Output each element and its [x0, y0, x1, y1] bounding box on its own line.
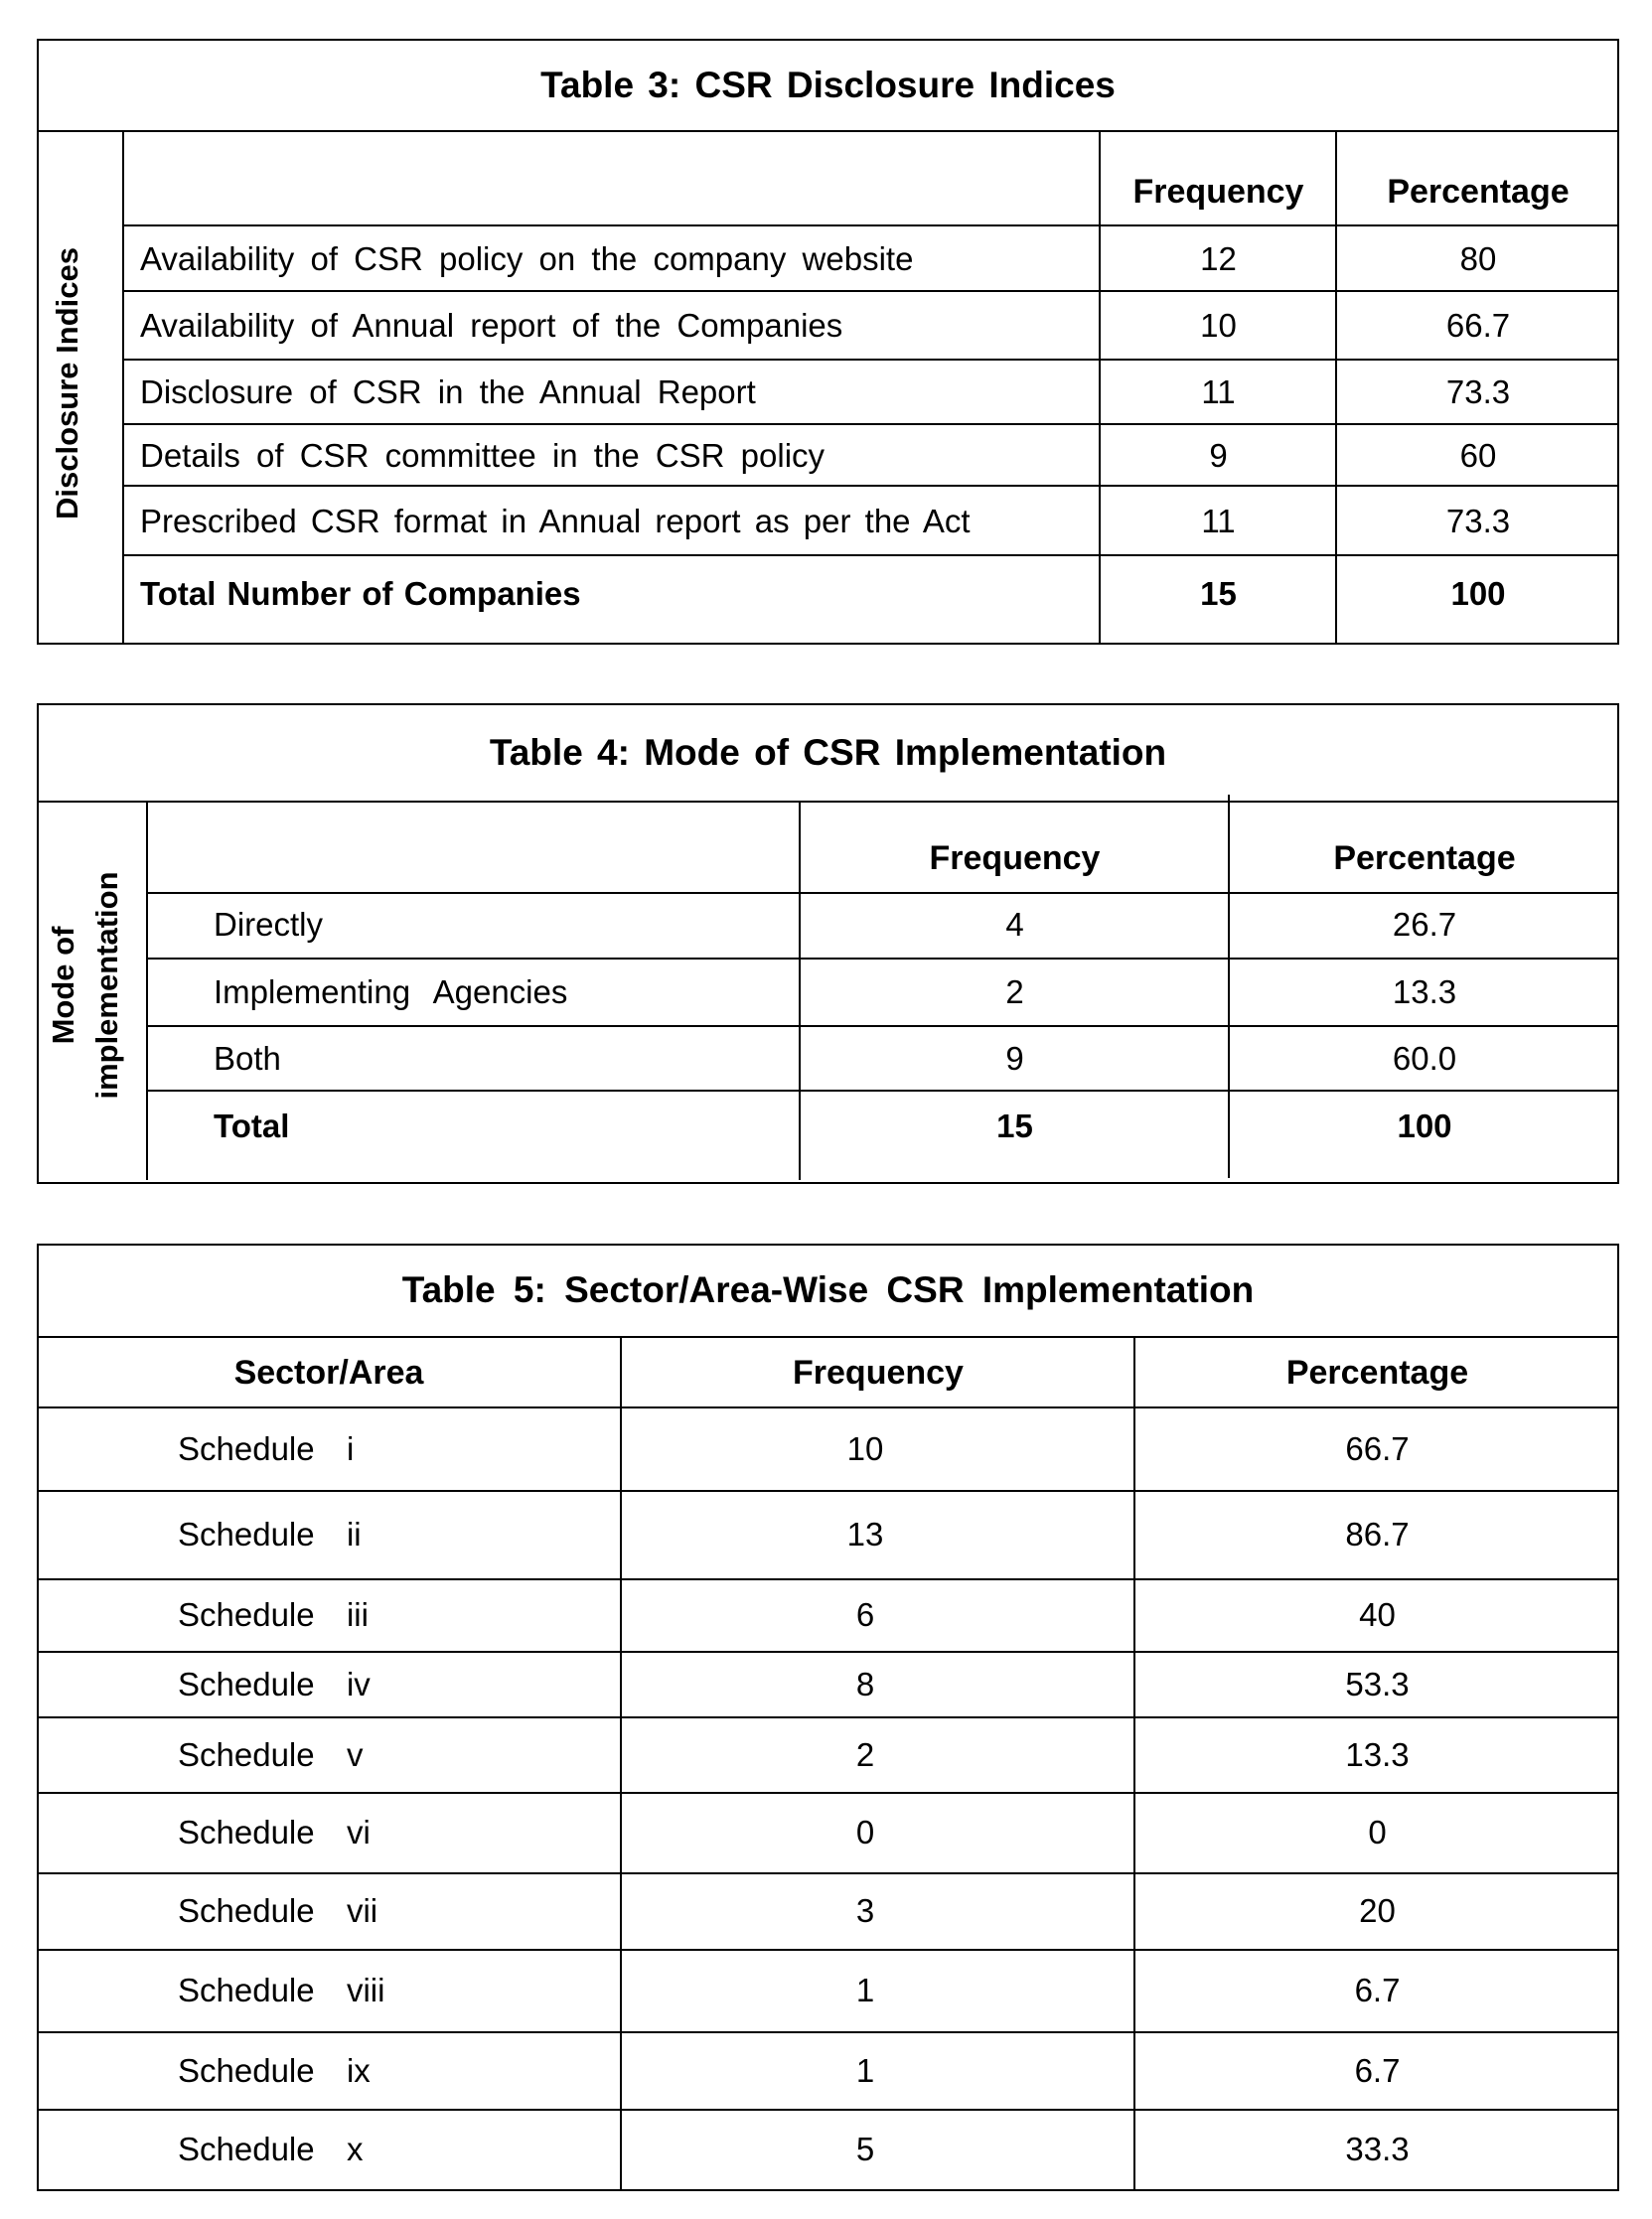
row-percentage: 73.3: [1445, 373, 1511, 410]
row-percentage: 60.0: [1392, 1039, 1457, 1077]
row-percentage: 6.7: [1354, 2051, 1401, 2089]
row-label: Details of CSR committee in the CSR policy: [140, 436, 826, 474]
total-label: Total: [214, 1108, 290, 1144]
row-label: Schedule viii: [178, 1972, 385, 2008]
table-4-title: Table 4: Mode of CSR Implementation: [489, 731, 1167, 773]
row-label: Schedule vii: [178, 1892, 378, 1929]
row-frequency: 6: [855, 1596, 875, 1633]
row-percentage: 40: [1359, 1596, 1396, 1633]
row-label: Schedule x: [178, 2130, 364, 2167]
column-header-percentage: Percentage: [1333, 838, 1516, 877]
column-header-sector-area: Sector/Area: [233, 1353, 424, 1392]
side-label-line-1: Mode of: [46, 926, 80, 1045]
column-header-frequency: Frequency: [1132, 173, 1304, 211]
row-percentage: 13.3: [1392, 973, 1457, 1010]
table-5-title: Table 5: Sector/Area-Wise CSR Implementation: [401, 1269, 1255, 1310]
row-frequency: 1: [855, 1972, 875, 2008]
row-label: Schedule ii: [178, 1516, 362, 1553]
column-header-frequency: Frequency: [929, 838, 1101, 877]
row-label: Schedule i: [178, 1429, 355, 1467]
row-percentage: 26.7: [1392, 906, 1457, 943]
total-percentage: 100: [1450, 575, 1506, 612]
row-frequency: 0: [855, 1814, 875, 1850]
row-frequency: 2: [1005, 973, 1024, 1010]
row-frequency: 11: [1201, 373, 1236, 410]
divider: [146, 1090, 1619, 1092]
row-frequency: 9: [1209, 436, 1228, 474]
table-3-side-label: Disclosure Indices: [50, 247, 84, 519]
table-3-title: Table 3: CSR Disclosure Indices: [540, 64, 1116, 105]
row-label: Schedule vi: [178, 1814, 371, 1850]
column-header-percentage: Percentage: [1387, 173, 1570, 211]
row-label: Prescribed CSR format in Annual report as per the Act: [140, 502, 971, 539]
divider: [37, 130, 1619, 132]
row-percentage: 13.3: [1345, 1735, 1410, 1773]
row-percentage: 66.7: [1445, 307, 1511, 344]
row-label: Schedule iii: [178, 1596, 369, 1633]
divider: [37, 801, 1619, 803]
total-label: Total Number of Companies: [140, 575, 581, 612]
row-percentage: 6.7: [1354, 1972, 1401, 2008]
row-label: Directly: [214, 906, 324, 943]
row-percentage: 33.3: [1345, 2130, 1410, 2167]
row-frequency: 10: [1200, 307, 1237, 344]
side-label-line-2: implementation: [89, 871, 124, 1100]
row-frequency: 10: [846, 1429, 884, 1467]
column-header-frequency: Frequency: [793, 1353, 964, 1392]
row-percentage: 80: [1459, 239, 1497, 277]
total-percentage: 100: [1397, 1108, 1452, 1144]
row-percentage: 0: [1368, 1814, 1387, 1850]
row-frequency: 9: [1005, 1039, 1024, 1077]
row-label: Implementing Agencies: [214, 973, 568, 1010]
row-label: Disclosure of CSR in the Annual Report: [140, 373, 756, 410]
row-frequency: 11: [1201, 502, 1236, 539]
row-percentage: 86.7: [1345, 1516, 1410, 1553]
row-label: Schedule ix: [178, 2051, 371, 2089]
row-frequency: 4: [1005, 906, 1024, 943]
row-frequency: 5: [855, 2130, 875, 2167]
divider: [122, 554, 1619, 556]
row-label: Availability of CSR policy on the company website: [140, 239, 914, 277]
row-frequency: 8: [855, 1665, 875, 1702]
divider: [146, 801, 148, 1180]
row-label: Schedule iv: [178, 1665, 371, 1702]
row-percentage: 20: [1359, 1892, 1396, 1929]
row-label: Schedule v: [178, 1735, 364, 1773]
row-percentage: 60: [1459, 436, 1497, 474]
row-label: Both: [214, 1039, 281, 1077]
divider: [122, 130, 124, 644]
column-header-percentage: Percentage: [1285, 1353, 1469, 1392]
row-frequency: 3: [855, 1892, 875, 1929]
row-percentage: 73.3: [1445, 502, 1511, 539]
total-frequency: 15: [996, 1108, 1033, 1144]
total-frequency: 15: [1200, 575, 1237, 612]
row-label: Availability of Annual report of the Companies: [140, 307, 843, 344]
table-4-side-label: [42, 871, 129, 1099]
row-frequency: 12: [1200, 239, 1237, 277]
row-percentage: 53.3: [1345, 1665, 1410, 1702]
row-frequency: 13: [846, 1516, 884, 1553]
row-frequency: 2: [855, 1735, 875, 1773]
row-frequency: 1: [855, 2051, 875, 2089]
row-percentage: 66.7: [1345, 1429, 1410, 1467]
